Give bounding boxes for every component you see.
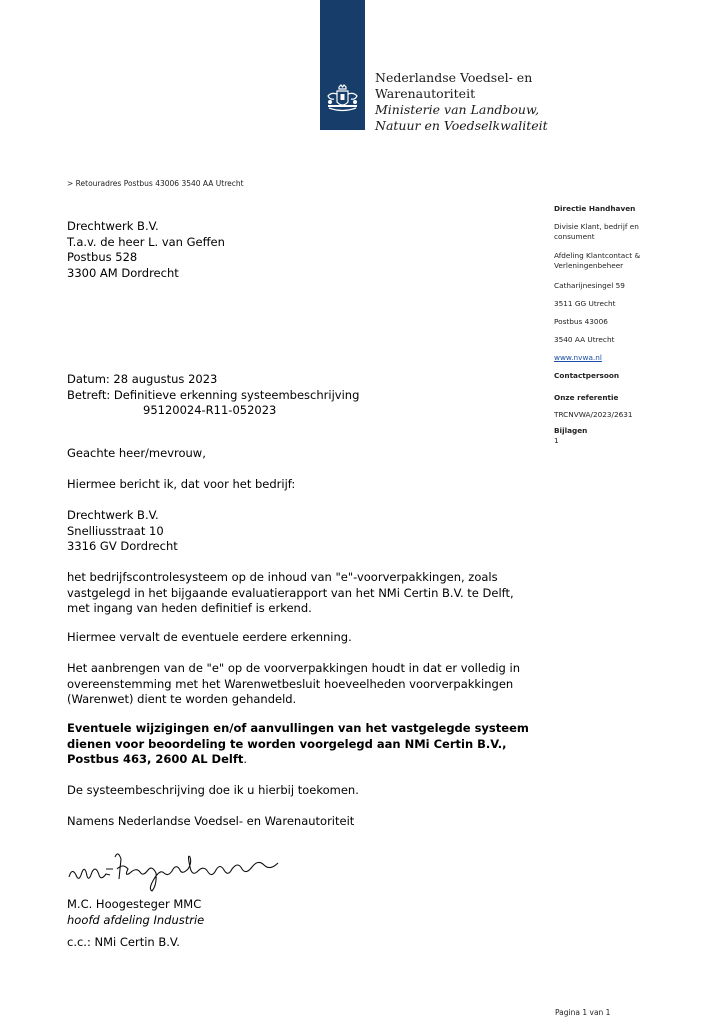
paragraph-line-bold: Postbus 463, 2600 AL Delft — [67, 752, 244, 766]
salutation: Geachte heer/mevrouw, — [67, 446, 206, 460]
signer-block — [67, 897, 547, 928]
paragraph-line: het bedrijfscontrolesysteem op de inhoud van "e"-voorverpakkingen, zoals — [67, 570, 498, 584]
paragraph-line: (Warenwet) dient te worden gehandeld. — [67, 692, 297, 706]
paragraph-line: Eventuele wijzigingen en/of aanvullingen van het vastgelegde systeem — [67, 721, 529, 735]
paragraph-line: dienen voor beoordeling te worden voorgelegd aan NMi Certin B.V., — [67, 736, 507, 751]
company-address — [67, 508, 547, 555]
recipient-line: 3300 AM Dordrecht — [67, 265, 179, 280]
paragraph-description: De systeembeschrijving doe ik u hierbij toekomen. — [67, 783, 359, 797]
paragraph-line: vastgelegd in het bijgaande evaluatierapport van het NMi Certin B.V. te Delft, — [67, 585, 514, 600]
sender-sidebar — [554, 204, 664, 446]
sidebar-directie: Directie Handhaven — [554, 204, 636, 213]
page-number: Pagina 1 van 1 — [555, 1008, 611, 1017]
contact-label: Contactpersoon — [554, 371, 620, 380]
recipient-line: Drechtwerk B.V. — [67, 219, 159, 233]
letter-meta — [67, 372, 547, 419]
coat-of-arms-icon — [323, 82, 362, 116]
sidebar-postbus-city: 3540 AA Utrecht — [554, 335, 615, 344]
paragraph-line — [67, 752, 547, 768]
sidebar-divisie-line2: consument — [554, 232, 595, 241]
ministry-line2: Natuur en Voedselkwaliteit — [375, 118, 548, 133]
organization-name — [375, 70, 548, 134]
sidebar-afdeling-line2: Verleningenbeheer — [554, 261, 624, 270]
sidebar-postcode: 3511 GG Utrecht — [554, 299, 616, 308]
sidebar-postbus: Postbus 43006 — [554, 317, 608, 326]
recipient-line: T.a.v. de heer L. van Geffen — [67, 234, 225, 249]
cc-line: c.c.: NMi Certin B.V. — [67, 935, 180, 949]
paragraph-recognition — [67, 570, 547, 617]
subject-line: Betreft: Definitieve erkenning systeembeschrijving — [67, 387, 360, 402]
paragraph-line: overeenstemming met het Warenwetbesluit hoeveelheden voorverpakkingen — [67, 676, 514, 691]
recipient-address — [67, 219, 225, 281]
sidebar-divisie-line1: Divisie Klant, bedrijf en — [554, 222, 639, 231]
logo-bar — [320, 0, 365, 130]
subject-code: 95120024-R11-052023 — [143, 403, 277, 417]
sidebar-street: Catharijnesingel 59 — [554, 281, 625, 290]
signature-image — [66, 845, 281, 895]
reference-value: TRCNVWA/2023/2631 — [554, 410, 633, 419]
company-line: Drechtwerk B.V. — [67, 508, 159, 522]
sidebar-divisie — [554, 222, 664, 242]
ministry-line1: Ministerie van Landbouw, — [375, 102, 540, 117]
paragraph-expiry: Hiermee vervalt de eventuele eerdere erkenning. — [67, 630, 352, 644]
paragraph-line: Het aanbrengen van de "e" op de voorverpakkingen houdt in dat er volledig in — [67, 661, 520, 675]
org-name-line1: Nederlandse Voedsel- en — [375, 70, 533, 85]
sidebar-afdeling-line1: Afdeling Klantcontact & — [554, 251, 641, 260]
company-line: 3316 GV Dordrecht — [67, 539, 178, 553]
website-link[interactable]: www.nvwa.nl — [554, 353, 602, 362]
org-name-line2: Warenautoriteit — [375, 86, 476, 101]
paragraph-warenwet — [67, 661, 547, 708]
signature — [66, 845, 281, 899]
paragraph-changes — [67, 721, 547, 768]
company-line: Snelliusstraat 10 — [67, 523, 164, 538]
intro-text: Hiermee bericht ik, dat voor het bedrijf: — [67, 477, 296, 491]
recipient-line: Postbus 528 — [67, 250, 138, 264]
signer-name: M.C. Hoogesteger MMC — [67, 897, 202, 911]
reference-label: Onze referentie — [554, 393, 619, 402]
sidebar-afdeling — [554, 251, 664, 271]
paragraph-line: met ingang van heden definitief is erkend. — [67, 601, 312, 615]
attachments-label: Bijlagen — [554, 426, 588, 435]
closing-line: Namens Nederlandse Voedsel- en Warenautoriteit — [67, 814, 355, 828]
attachments-value: 1 — [554, 436, 559, 445]
paragraph-end: . — [243, 752, 248, 766]
return-address: > Retouradres Postbus 43006 3540 AA Utrecht — [67, 179, 244, 188]
signer-title: hoofd afdeling Industrie — [67, 912, 205, 927]
date-line: Datum: 28 augustus 2023 — [67, 372, 218, 386]
